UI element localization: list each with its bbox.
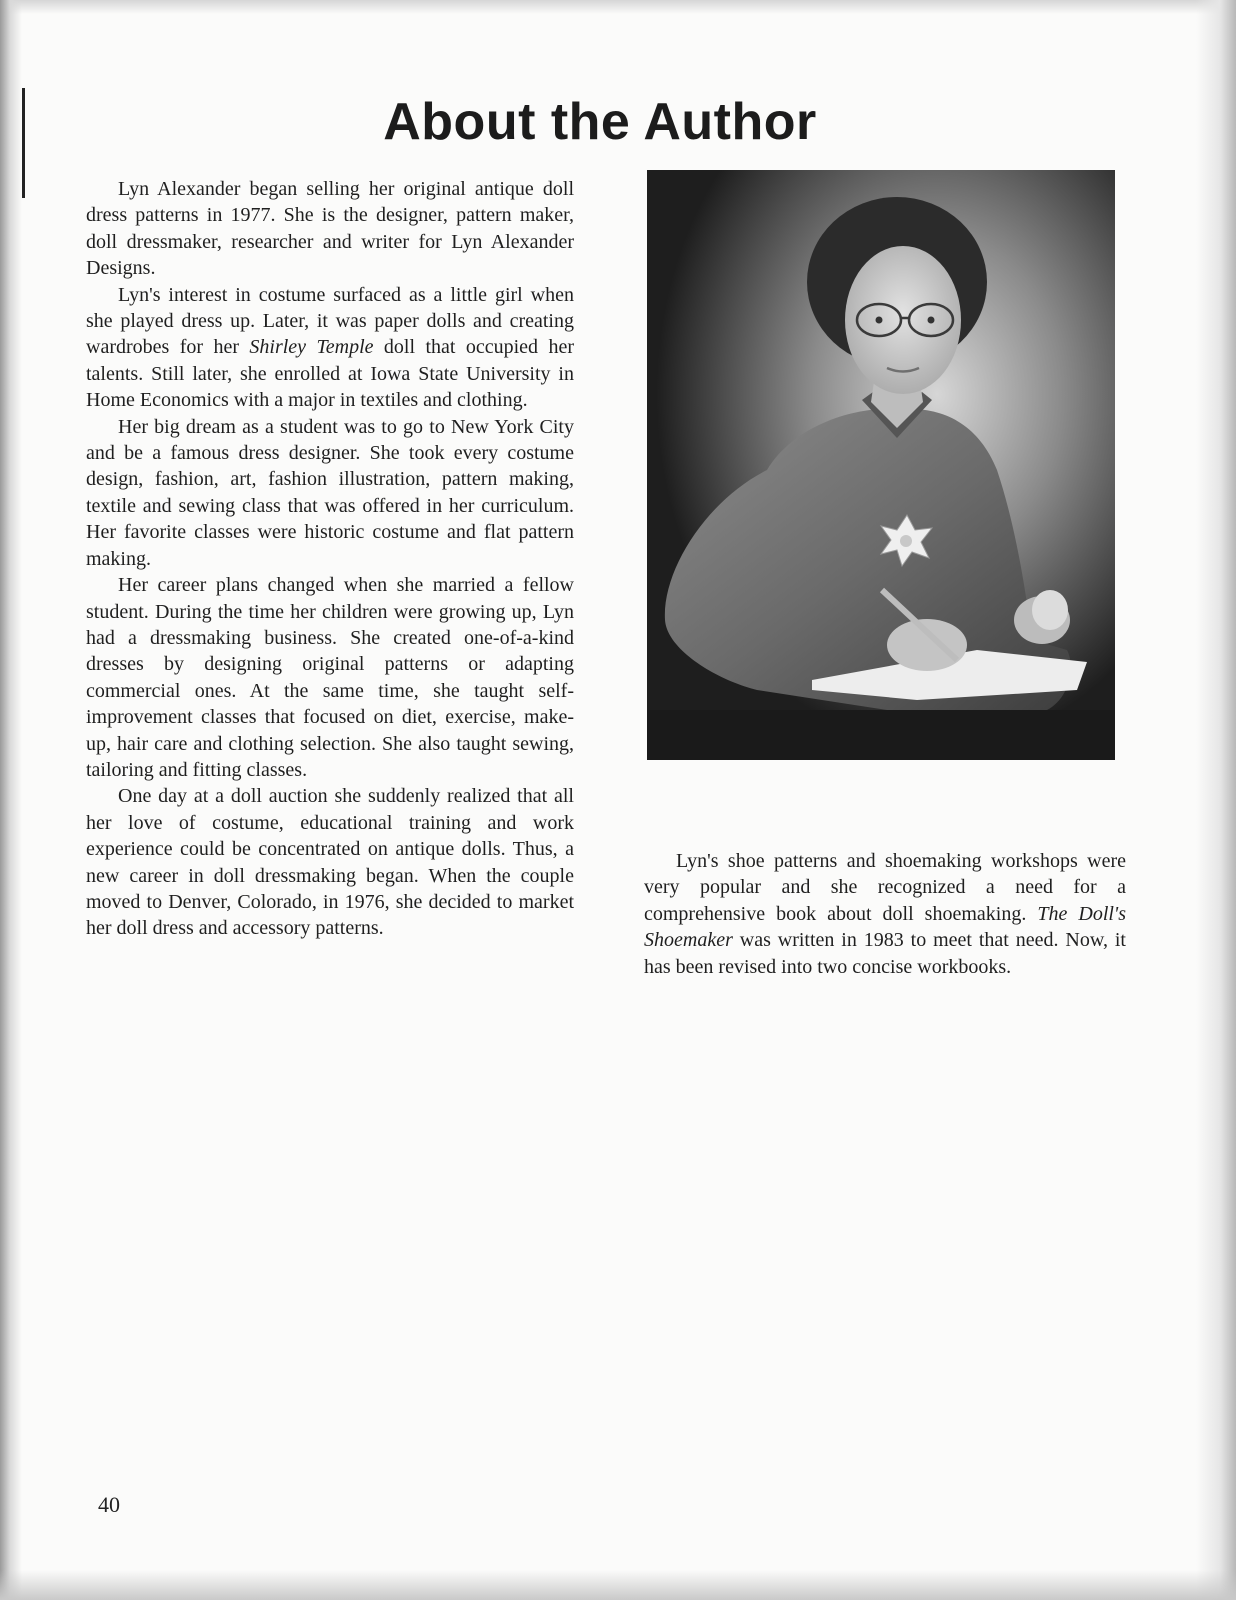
doll-name-italic: Shirley Temple bbox=[249, 336, 374, 359]
margin-rule bbox=[22, 88, 25, 198]
book-title-italic: The Doll's Shoemaker bbox=[644, 902, 1126, 952]
paragraph-costume-interest bbox=[86, 282, 574, 414]
paragraph-doll-auction: One day at a doll auction she suddenly realized that all her love of costume, educational training and work experience could be concentrated on antique dolls. Thus, a new career in doll dressmaking began. When the couple moved to Denver, Colorado, in 1976, she decided to market her doll dress and accessory patterns. bbox=[86, 785, 574, 940]
paragraph-text: was written in 1983 to meet that need. Now, it has been revised into two concise workbooks. bbox=[644, 929, 1126, 978]
left-text-column bbox=[86, 176, 574, 942]
right-text-column bbox=[644, 848, 1126, 980]
page-number: 40 bbox=[98, 1492, 120, 1517]
paragraph-intro: Lyn Alexander began selling her original antique doll dress patterns in 1977. She is the designer, pattern maker, doll dressmaker, researcher and writer for Lyn Alexander Designs. bbox=[86, 178, 574, 280]
page-bottom-shadow bbox=[0, 1570, 1236, 1600]
page-left-shadow bbox=[0, 0, 22, 1600]
paragraph-career-plans: Her career plans changed when she married a fellow student. During the time her children were growing up, Lyn had a dressmaking business. She created one-of-a-kind dresses by designing original patterns or adapting commercial ones. At the same time, she taught self-improvement classes that focused on diet, exercise, make-up, hair care and clothing selection. She also taught sewing, tailoring and fitting classes. bbox=[86, 574, 574, 781]
page-top-shadow bbox=[0, 0, 1236, 14]
paragraph-text: Lyn's shoe patterns and shoemaking workshops were very popular and she recognized a need for a comprehensive book about doll shoemaking. bbox=[644, 850, 1126, 925]
paragraph-text: Lyn's interest in costume surfaced as a little girl when she played dress up. Later, it was paper dolls and creating wardrobes for her bbox=[86, 283, 574, 359]
page-title: About the Author bbox=[383, 93, 817, 151]
paragraph-shoemaking bbox=[644, 848, 1126, 980]
page-right-shadow bbox=[1196, 0, 1236, 1600]
paragraph-text: doll that occupied her talents. Still later, she enrolled at Iowa State University in Home Economics with a major in textiles and clothing. bbox=[86, 336, 574, 412]
paragraph-big-dream: Her big dream as a student was to go to New York City and be a famous dress designer. She took every costume design, fashion, art, fashion illustration, pattern making, textile and sewing class that was offered in her curriculum. Her favorite classes were historic costume and flat pattern making. bbox=[86, 415, 574, 570]
author-portrait-photo bbox=[647, 170, 1115, 760]
